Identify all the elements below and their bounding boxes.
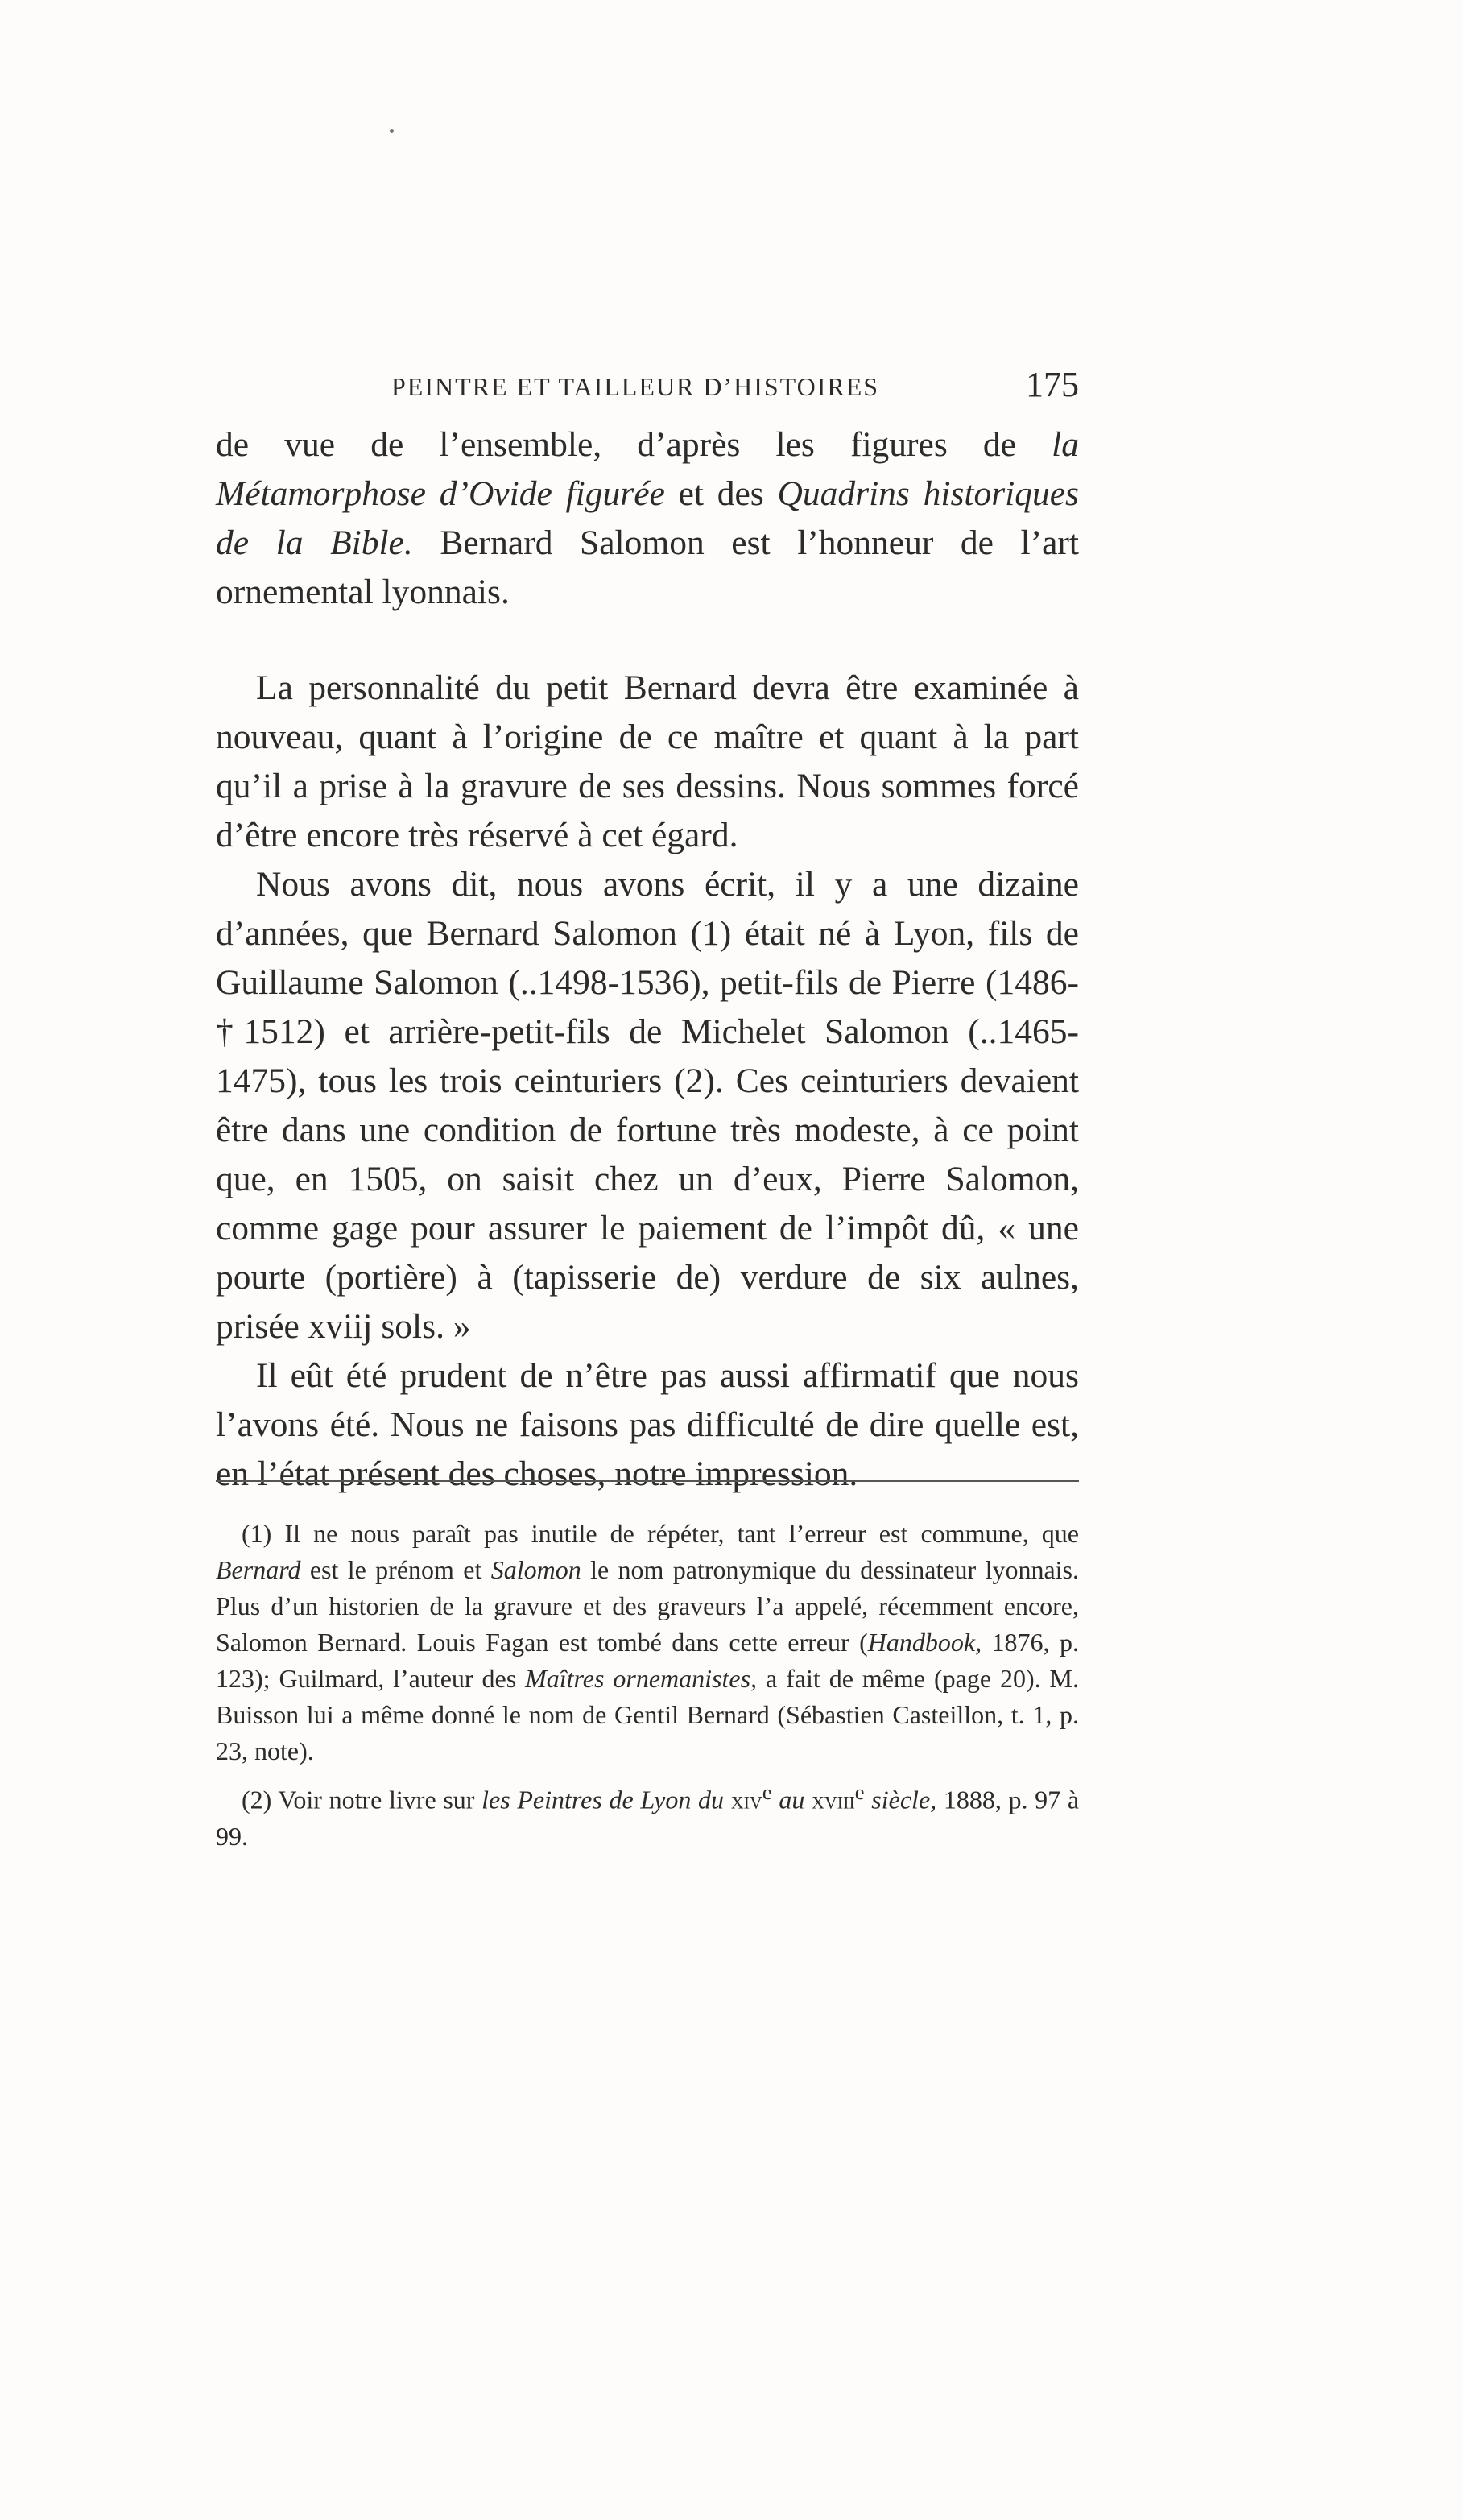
footnote-2-sup-b: e: [854, 1780, 865, 1804]
paragraph-1-text-b: et des: [664, 474, 778, 513]
title-quadrins: Quadrins historiques de la Bible.: [216, 474, 1079, 562]
paragraph-1: [216, 420, 1079, 617]
footnote-1-italic-c: Handbook,: [867, 1628, 982, 1657]
paragraph-1-text-a: de vue de l’ensemble, d’après les figures de: [216, 425, 1052, 464]
footnote-2-sup-a: e: [762, 1780, 772, 1804]
ink-speck: [390, 129, 394, 133]
footnote-2: [216, 1774, 1079, 1855]
main-text: [216, 420, 1079, 1499]
footnote-2-text-a: (2) Voir notre livre sur: [242, 1785, 482, 1814]
paragraph-2: La personnalité du petit Bernard devra être examinée à nouveau, quant à l’origine de ce maître et quant à la part qu’il a prise à la gravure de ses dessins. Nous sommes forcé d’être encore très réservé à cet égard.: [216, 668, 1079, 854]
page-header: [216, 364, 1079, 412]
running-head: PEINTRE ET TAILLEUR D’HISTOIRES: [391, 372, 880, 401]
footnote-1-text-d: 1876, p. 123); Guilmard, l’auteur des: [216, 1628, 1080, 1693]
footnote-1-text-b: est le prénom et: [300, 1555, 491, 1584]
footnote-2-italic-b: au: [771, 1785, 812, 1814]
paragraph-3: Nous avons dit, nous avons écrit, il y a une dizaine d’années, que Bernard Salomon (1) était né à Lyon, fils de Guillaume Salomon (..1498-1536), petit-fils de Pierre (1486-†1512) et arrière-petit-fils de Michelet Salomon (..1465-1475), tous les trois ceinturiers (2). Ces ceinturiers devaient être dans une condition de fortune très modeste, à ce point que, en 1505, on saisit chez un d’eux, Pierre Salomon, comme gage pour assurer le paiement de l’impôt dû, « une pourte (portière) à (tapisserie de) verdure de six aulnes, prisée xviij sols. »: [216, 865, 1079, 1346]
footnote-1-italic-b: Salomon: [490, 1555, 581, 1584]
footnote-2-text-b: 1888, p. 97 à 99.: [216, 1785, 1080, 1851]
footnote-divider: [216, 1480, 1079, 1482]
footnote-1-text-e: a fait de même (page 20). M. Buisson lui a même donné le nom de Gentil Bernard (Sébastien Casteillon, t. 1, p. 23, note).: [216, 1664, 1080, 1765]
footnote-2-century-a: xiv: [724, 1785, 762, 1814]
footnote-2-italic-c: siècle,: [864, 1785, 937, 1814]
page-number: 175: [1026, 365, 1079, 404]
footnote-1-italic-a: Bernard: [216, 1555, 301, 1584]
paragraph-1-text-c: Bernard Salomon est l’honneur de l’art ornemental lyonnais.: [216, 523, 1079, 611]
footnote-2-italic-a: les Peintres de Lyon du: [481, 1785, 725, 1814]
footnote-1-text-c: le nom patronymique du dessinateur lyonnais. Plus d’un historien de la gravure et des graveurs l’a appelé, récemment encore, Salomon Bernard. Louis Fagan est tombé dans cette erreur (: [216, 1555, 1080, 1657]
footnote-1-text-a: (1) Il ne nous paraît pas inutile de répéter, tant l’erreur est commune, que: [242, 1519, 1079, 1548]
title-metamorphose: la Métamorphose d’Ovide figurée: [216, 425, 1079, 513]
footnote-1: [216, 1516, 1079, 1769]
footnote-2-century-b: xviii: [812, 1785, 855, 1814]
footnotes: [216, 1516, 1079, 1860]
footnote-1-italic-d: Maîtres ornemanistes,: [525, 1664, 758, 1693]
paragraph-4: Il eût été prudent de n’être pas aussi affirmatif que nous l’avons été. Nous ne faisons pas difficulté de dire quelle est, en l’état présent des choses, notre impression.: [216, 1356, 1079, 1493]
